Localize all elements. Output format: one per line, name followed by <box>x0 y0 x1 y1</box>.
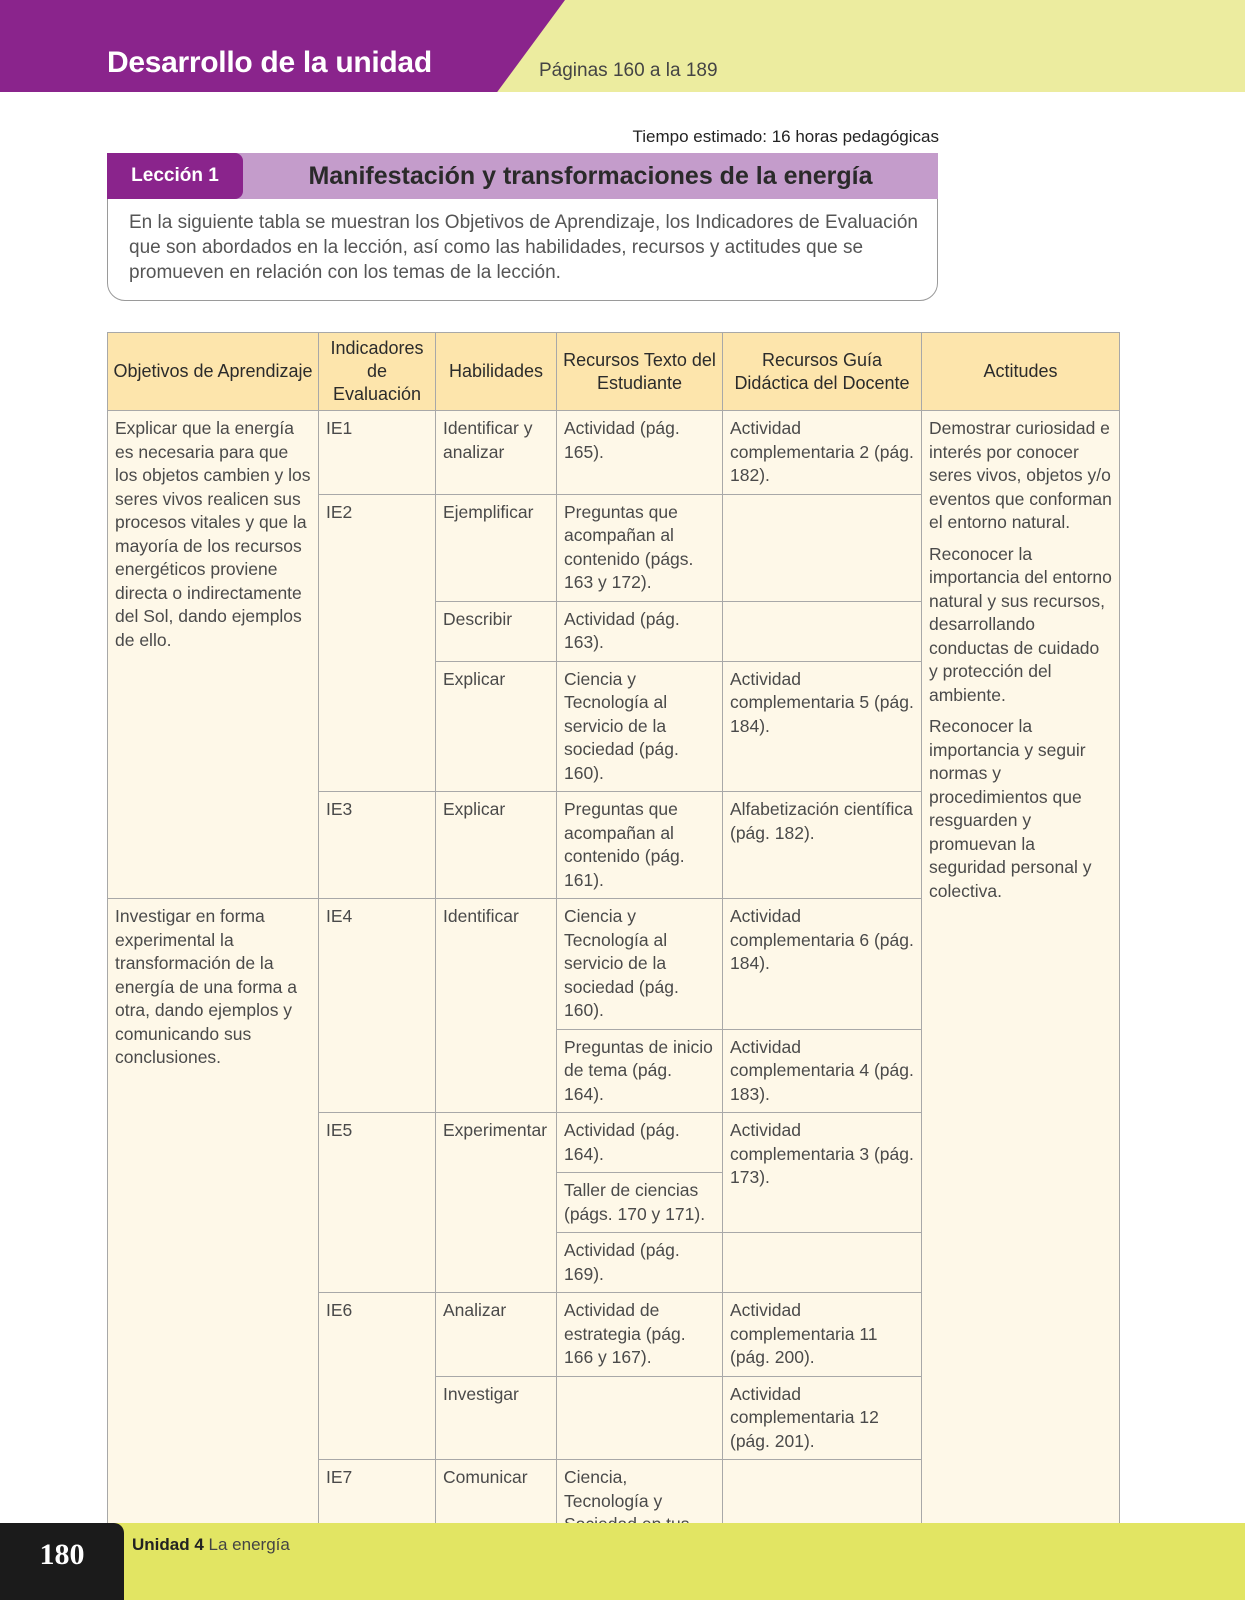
objective-cell: Explicar que la energía es necesaria para que los objetos cambien y los seres vivos realicen sus procesos vitales y que la mayoría de los recursos energéticos proviene directa o indirectamente del Sol, dando ejemplos de ello. <box>108 411 319 899</box>
student-resource-cell: Ciencia y Tecnología al servicio de la sociedad (pág. 160). <box>557 661 723 792</box>
indicator-cell: IE5 <box>319 1113 436 1293</box>
teacher-resource-cell <box>723 601 922 661</box>
lesson-table <box>107 332 1120 1567</box>
student-resource-cell: Actividad (pág. 163). <box>557 601 723 661</box>
header-teacher-resources: Recursos Guía Didáctica del Docente <box>723 333 922 411</box>
indicator-cell: IE4 <box>319 899 436 1113</box>
teacher-resource-cell: Actividad complementaria 11 (pág. 200). <box>723 1293 922 1377</box>
page-number: 180 <box>0 1523 124 1600</box>
skill-cell: Experimentar <box>436 1113 557 1293</box>
skill-cell: Identificar y analizar <box>436 411 557 495</box>
table-header-row <box>108 333 1120 411</box>
attitude-item: Demostrar curiosidad e interés por conocer seres vivos, objetos y/o eventos que conforman el entorno natural. <box>929 418 1112 532</box>
unit-name: La energía <box>208 1535 290 1554</box>
indicator-cell: IE7 <box>319 1460 436 1567</box>
student-resource-cell: Preguntas que acompañan al contenido (págs. 163 y 172). <box>557 494 723 601</box>
teacher-resource-cell: Actividad complementaria 6 (pág. 184). <box>723 899 922 1030</box>
header-indicators: Indicadores de Evaluación <box>319 333 436 411</box>
student-resource-cell: Actividad (pág. 164). <box>557 1113 723 1173</box>
indicator-cell: IE3 <box>319 792 436 899</box>
student-resource-cell: Actividad (pág. 169). <box>557 1233 723 1293</box>
student-resource-cell <box>557 1376 723 1460</box>
student-resource-cell: Taller de ciencias (págs. 170 y 171). <box>557 1173 723 1233</box>
student-resource-cell: Actividad (pág. 165). <box>557 411 723 495</box>
time-estimate: Tiempo estimado: 16 horas pedagógicas <box>632 127 939 146</box>
student-resource-cell: Ciencia, Tecnología y <box>557 1460 723 1567</box>
student-resource-cell: Preguntas que acompañan al contenido (pág. 161). <box>557 792 723 899</box>
indicator-cell: IE2 <box>319 494 436 792</box>
indicator-cell: IE6 <box>319 1293 436 1460</box>
lesson-description: En la siguiente tabla se muestran los Objetivos de Aprendizaje, los Indicadores de Evaluación que son abordados en la lección, así como las habilidades, recursos y actitudes que se promueven en relación con los temas de la lección. <box>129 212 918 283</box>
teacher-resource-cell <box>723 1233 922 1293</box>
table-row <box>108 411 1120 495</box>
page-range: Páginas 160 a la 189 <box>539 60 718 81</box>
student-resource-cell: Actividad de estrategia (pág. 166 y 167). <box>557 1293 723 1377</box>
skill-cell: Ejemplificar <box>436 494 557 601</box>
attitude-item: Reconocer la importancia y seguir normas y procedimientos que resguarden y promuevan la seguridad personal y colectiva. <box>929 716 1092 901</box>
student-resource-cell: Ciencia y Tecnología al servicio de la sociedad (pág. 160). <box>557 899 723 1030</box>
skill-cell: Explicar <box>436 661 557 792</box>
teacher-resource-cell: Actividad complementaria 5 (pág. 184). <box>723 661 922 792</box>
objective-cell: Investigar en forma experimental la transformación de la energía de una forma a otra, dando ejemplos y comunicando sus conclusiones. <box>108 899 319 1567</box>
footer-unit <box>132 1535 290 1555</box>
teacher-resource-cell: Actividad complementaria 12 (pág. 201). <box>723 1376 922 1460</box>
unit-label: Unidad 4 <box>132 1535 204 1554</box>
lesson-tag: Lección 1 <box>107 153 243 199</box>
teacher-resource-cell: Alfabetización científica (pág. 182). <box>723 792 922 899</box>
teacher-resource-cell <box>723 494 922 601</box>
skill-cell: Comunicar <box>436 1460 557 1567</box>
header-attitudes: Actitudes <box>922 333 1120 411</box>
teacher-resource-cell: Actividad complementaria 2 (pág. 182). <box>723 411 922 495</box>
teacher-resource-cell: Actividad complementaria 3 (pág. 173). <box>723 1113 922 1233</box>
section-title: Desarrollo de la unidad <box>107 46 432 79</box>
header-skills: Habilidades <box>436 333 557 411</box>
skill-cell: Identificar <box>436 899 557 1113</box>
header-objectives: Objetivos de Aprendizaje <box>108 333 319 411</box>
skill-cell: Explicar <box>436 792 557 899</box>
skill-cell: Investigar <box>436 1376 557 1460</box>
student-resource-cell: Preguntas de inicio de tema (pág. 164). <box>557 1029 723 1113</box>
skill-cell: Describir <box>436 601 557 661</box>
teacher-resource-cell: Actividad complementaria 4 (pág. 183). <box>723 1029 922 1113</box>
indicator-cell: IE1 <box>319 411 436 495</box>
skill-cell: Analizar <box>436 1293 557 1377</box>
attitude-item: Reconocer la importancia del entorno natural y sus recursos, desarrollando conductas de cuidado y protección del ambiente. <box>929 543 1112 705</box>
lesson-title: Manifestación y transformaciones de la energía <box>308 161 873 190</box>
header-student-resources: Recursos Texto del Estudiante <box>557 333 723 411</box>
attitudes-cell <box>922 411 1120 1567</box>
